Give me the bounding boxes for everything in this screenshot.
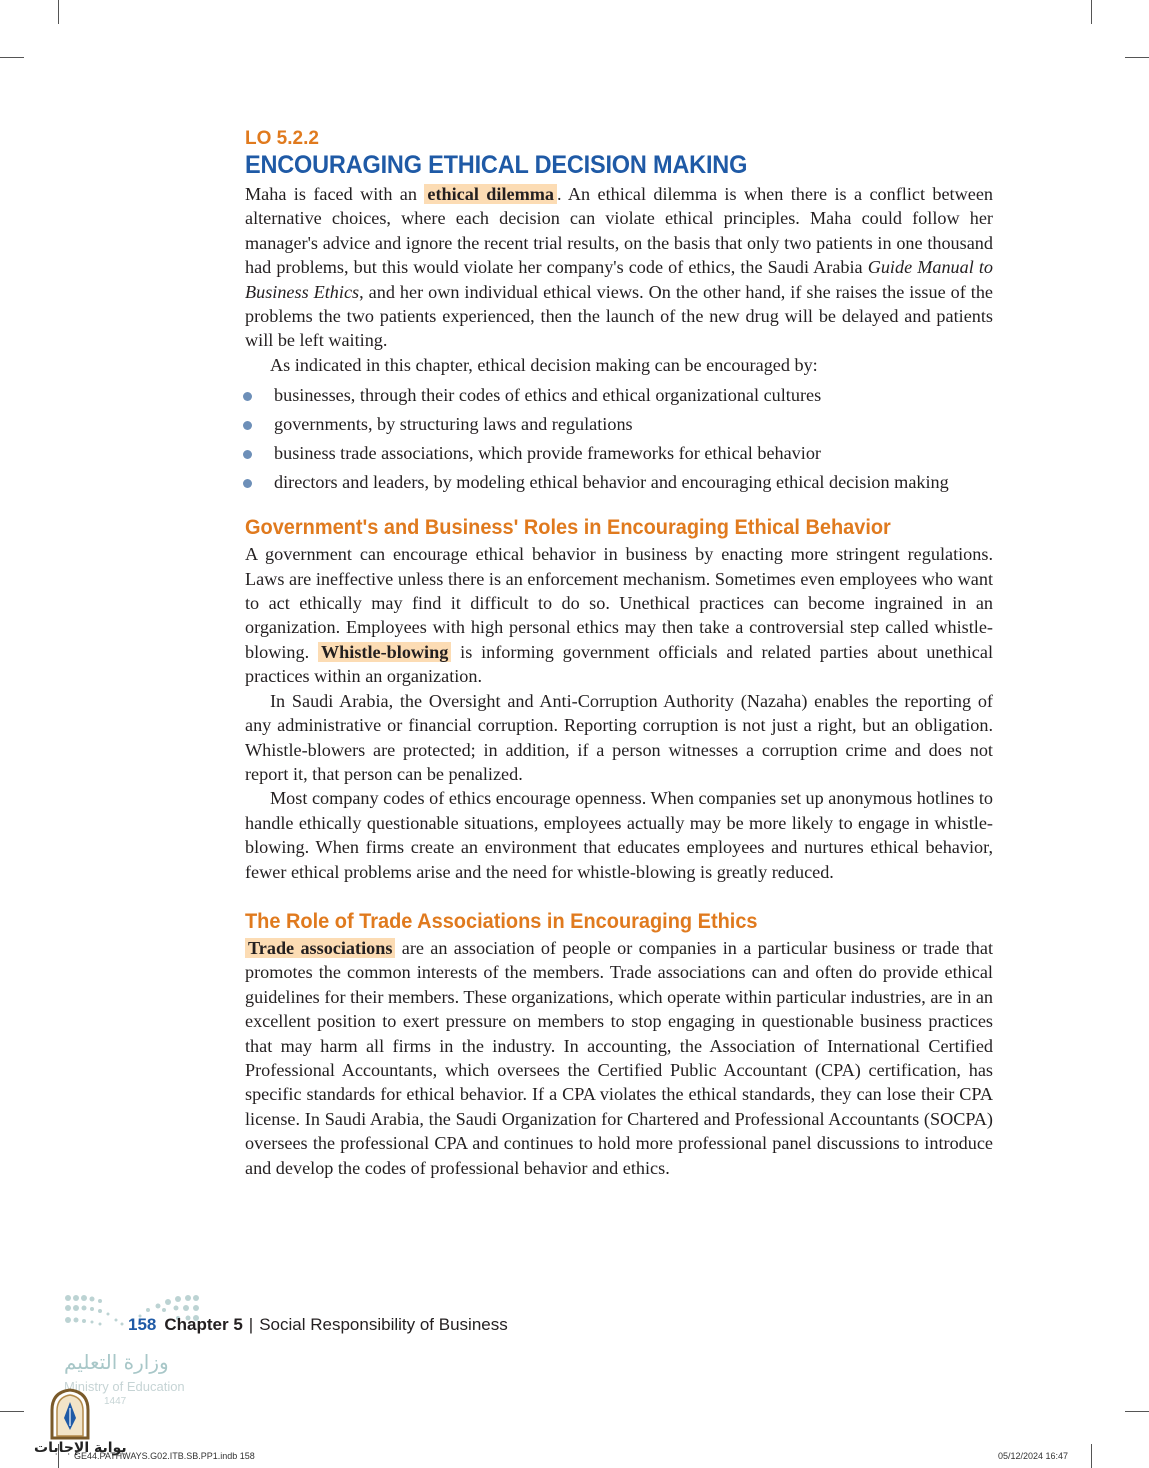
print-slug-file: GE44.PATHWAYS.G02.ITB.SB.PP1.indb 158 [74,1451,255,1461]
crop-mark [58,0,59,24]
section-heading-trade-associations: The Role of Trade Associations in Encouraging Ethics [245,909,758,933]
crop-mark [1091,0,1092,24]
list-item: businesses, through their codes of ethics and ethical organizational cultures [243,381,993,410]
section-heading-government: Government's and Business' Roles in Encouraging Ethical Behavior [245,516,891,540]
body-paragraph: A government can encourage ethical behavior in business by enacting more stringent regulations. Laws are ineffective unless there is an enforcement mechanism. Sometimes even employees who want to act ethically may find it difficult to do so. Unethical practices can become ingrained in an organization. Employees with high personal ethics may then take a controversial step called whistle-blowing. Whistle-blowing is informing government officials and related parties about unethical practices within an organization. [245,544,993,687]
page-content [245,128,993,1180]
bullet-icon [243,450,252,459]
key-term-whistle-blowing: Whistle-blowing [318,642,451,662]
bullet-icon [243,421,252,430]
list-item: directors and leaders, by modeling ethical behavior and encouraging ethical decision making [243,468,993,497]
crop-mark [1125,57,1149,58]
lo-label: LO 5.2.2 [245,128,319,149]
portal-label: بوابة الإجابات [34,1440,127,1456]
ministry-arabic-watermark: وزارة التعليم [64,1350,169,1374]
crop-mark [0,57,24,58]
crop-mark [1091,1444,1092,1468]
bullet-icon [243,392,252,401]
list-item: governments, by structuring laws and regulations [243,410,993,439]
ministry-english-watermark: Ministry of Education [64,1379,185,1394]
list-intro: As indicated in this chapter, ethical decision making can be encouraged by: [270,354,818,375]
bullet-icon [243,479,252,488]
key-term-ethical-dilemma: ethical dilemma [424,184,557,204]
body-paragraph: In Saudi Arabia, the Oversight and Anti-Corruption Authority (Nazaha) enables the reporting of any administrative or financial corruption. Reporting corruption is not just a right, but an obligation. Whistle-blowers are protected; in addition, if a person witnesses a corruption crime and does not report it, that person can be penalized. [245,690,993,784]
crop-mark [1125,1411,1149,1412]
key-term-trade-associations: Trade associations [245,938,395,958]
crop-mark [0,1411,24,1412]
bullet-list [245,381,993,497]
body-paragraph: Most company codes of ethics encourage openness. When companies set up anonymous hotlines to handle ethically questionable situations, employees actually may be more likely to engage in whistle-blowing. When firms create an environment that educates employees and nurtures ethical behavior, fewer ethical problems arise and the need for whistle-blowing is greatly reduced. [245,788,993,882]
print-slug-date: 05/12/2024 16:47 [998,1451,1069,1461]
pen-badge-icon [46,1388,94,1440]
list-item: business trade associations, which provide frameworks for ethical behavior [243,439,993,468]
ministry-year-watermark: 1447 [104,1396,127,1407]
chapter-title: Social Responsibility of Business [259,1315,508,1334]
intro-paragraph: Maha is faced with an ethical dilemma . An ethical dilemma is when there is a conflict between alternative choices, where each decision can violate ethical principles. Maha could follow her manager's advice and ignore the recent trial results, on the basis that only two patients in one thousand had problems, but this would violate her company's code of ethics, the Saudi Arabia Guide Manual to Business Ethics, and her own individual ethical views. On the other hand, if she raises the issue of the problems the two patients experienced, then the launch of the new drug will be delayed and patients will be left waiting. [245,184,993,351]
body-paragraph: Trade associations are an association of people or companies in a particular business or trade that promotes the common interests of the members. Trade associations can and often do provide ethical guidelines for their members. These organizations, which operate within particular industries, are in an excellent position to exert pressure on members to stop engaging in questionable business practices that may harm all firms in the industry. In accounting, the Association of International Certified Professional Accountants, which oversees the Certified Public Accountant (CPA) certification, has specific standards for ethical behavior. If a CPA violates the ethical standards, they can lose their CPA license. In Saudi Arabia, the Saudi Organization for Chartered and Professional Accountants (SOCPA) oversees the professional CPA and continues to hold more professional panel discussions to introduce and develop the codes of professional behavior and ethics. [245,937,994,1178]
chapter-label: Chapter 5 [164,1315,243,1334]
page-title: ENCOURAGING ETHICAL DECISION MAKING [245,151,748,179]
book-title: Guide Manual to Business Ethics [245,257,993,302]
footer-text [128,1315,508,1335]
footer-separator: | [248,1315,254,1334]
page-number: 158 [128,1315,157,1334]
